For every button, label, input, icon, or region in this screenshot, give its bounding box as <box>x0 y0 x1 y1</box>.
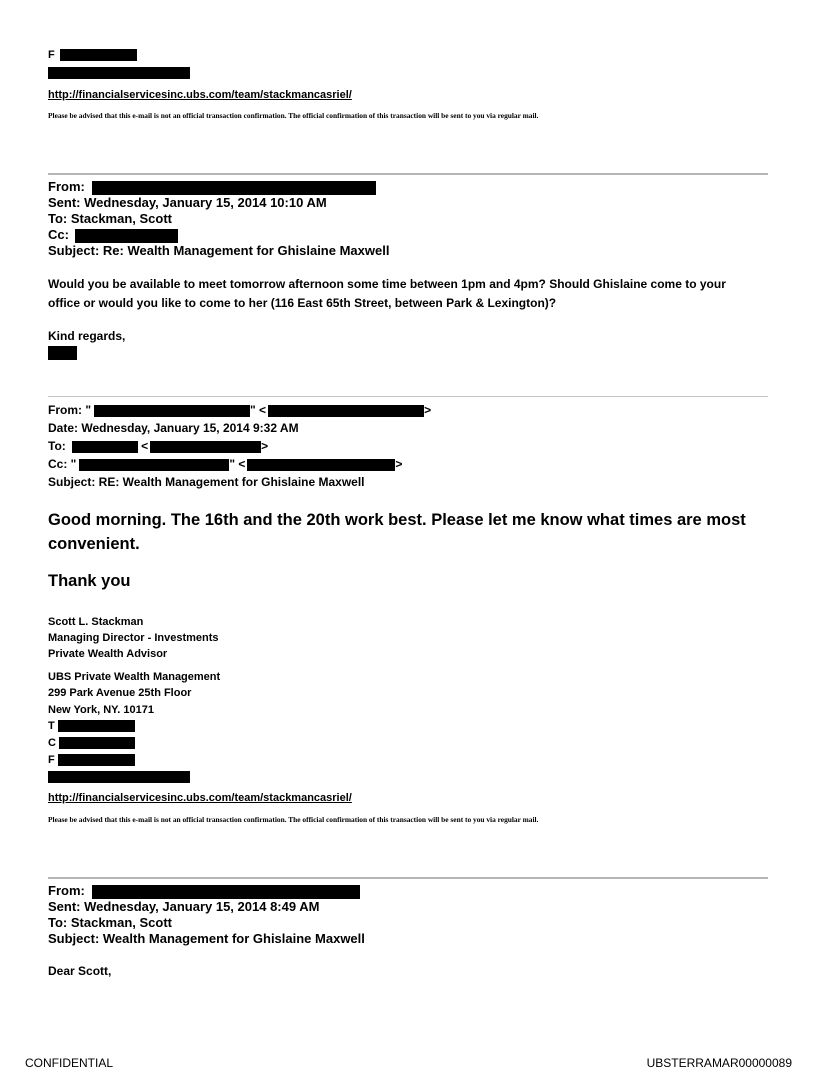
signature-address: New York, NY. 10171 <box>48 704 154 716</box>
signature-name: Scott L. Stackman <box>48 616 144 628</box>
redaction-box <box>58 720 135 732</box>
redaction-box <box>92 181 376 195</box>
cc-separator: " < <box>229 457 246 471</box>
team-link[interactable]: http://financialservicesinc.ubs.com/team/stackmancasriel/ <box>48 792 352 804</box>
redaction-box <box>150 441 261 453</box>
email1-sent: Sent: Wednesday, January 15, 2014 10:10 AM <box>48 195 327 210</box>
phone-prefix: T <box>48 720 55 732</box>
footer-bates-number: UBSTERRAMAR00000089 <box>646 1056 792 1070</box>
disclaimer-text: Please be advised that this e-mail is not an official transaction confirmation. The official confirmation of this transaction will be sent to you via regular mail. <box>48 815 539 824</box>
redaction-box <box>75 229 178 243</box>
redaction-box <box>58 754 135 766</box>
to-label: To: <box>48 439 66 453</box>
email3-to: To: Stackman, Scott <box>48 915 173 930</box>
signature-title: Managing Director - Investments <box>48 632 219 644</box>
redaction-box <box>48 67 190 79</box>
email1-cc <box>48 227 178 243</box>
from-label: From: <box>48 883 85 898</box>
cc-label: Cc: <box>48 227 69 242</box>
email2-body-line2: convenient. <box>48 535 140 553</box>
cc-end: > <box>395 457 403 471</box>
cc-label: Cc: " <box>48 457 77 471</box>
redaction-box <box>48 346 77 360</box>
email2-date: Date: Wednesday, January 15, 2014 9:32 AM <box>48 421 299 435</box>
email2-thanks: Thank you <box>48 572 131 590</box>
signature-title: Private Wealth Advisor <box>48 648 168 660</box>
redaction-box <box>72 441 138 453</box>
email3-subject: Subject: Wealth Management for Ghislaine Maxwell <box>48 931 365 946</box>
signature-company: UBS Private Wealth Management <box>48 671 221 683</box>
redaction-box <box>268 405 424 417</box>
divider <box>48 877 768 879</box>
disclaimer-text: Please be advised that this e-mail is not an official transaction confirmation. The official confirmation of this transaction will be sent to you via regular mail. <box>48 111 539 120</box>
redaction-box <box>60 49 137 61</box>
redaction-box <box>79 459 229 471</box>
footer-confidential: CONFIDENTIAL <box>25 1056 114 1070</box>
divider <box>48 173 768 175</box>
signature-cell <box>48 735 135 752</box>
to-end: > <box>261 439 269 453</box>
email2-from <box>48 401 431 419</box>
email1-body-line2: office or would you like to come to her (116 East 65th Street, between Park & Lexington)? <box>48 296 557 310</box>
email2-cc <box>48 455 402 473</box>
signature-phone <box>48 718 135 735</box>
fax-prefix: F <box>48 49 55 61</box>
email2-to <box>48 437 268 455</box>
team-link[interactable]: http://financialservicesinc.ubs.com/team/stackmancasriel/ <box>48 89 352 101</box>
divider <box>48 396 768 397</box>
email3-sent: Sent: Wednesday, January 15, 2014 8:49 AM <box>48 899 320 914</box>
email1-subject: Subject: Re: Wealth Management for Ghislaine Maxwell <box>48 243 390 258</box>
redaction-box <box>48 771 190 783</box>
cell-prefix: C <box>48 737 56 749</box>
email1-closing: Kind regards, <box>48 329 126 343</box>
email3-from <box>48 883 360 899</box>
redaction-box <box>92 885 360 899</box>
redaction-box <box>59 737 135 749</box>
email2-subject: Subject: RE: Wealth Management for Ghislaine Maxwell <box>48 475 365 489</box>
from-label: From: <box>48 179 85 194</box>
email3-greeting: Dear Scott, <box>48 964 112 978</box>
redaction-box <box>94 405 250 417</box>
email1-from <box>48 179 376 195</box>
fax-prefix: F <box>48 754 55 766</box>
signature-address: 299 Park Avenue 25th Floor <box>48 687 192 699</box>
to-separator: < <box>141 439 149 453</box>
from-separator: " < <box>250 403 267 417</box>
from-label: From: " <box>48 403 92 417</box>
fax-line <box>48 47 137 64</box>
redaction-box <box>247 459 395 471</box>
email2-body-line1: Good morning. The 16th and the 20th work best. Please let me know what times are most <box>48 511 746 529</box>
signature-fax <box>48 752 135 769</box>
email1-body-line1: Would you be available to meet tomorrow afternoon some time between 1pm and 4pm? Should Ghislaine come to your <box>48 277 726 291</box>
email1-to: To: Stackman, Scott <box>48 211 173 226</box>
from-end: > <box>424 403 432 417</box>
